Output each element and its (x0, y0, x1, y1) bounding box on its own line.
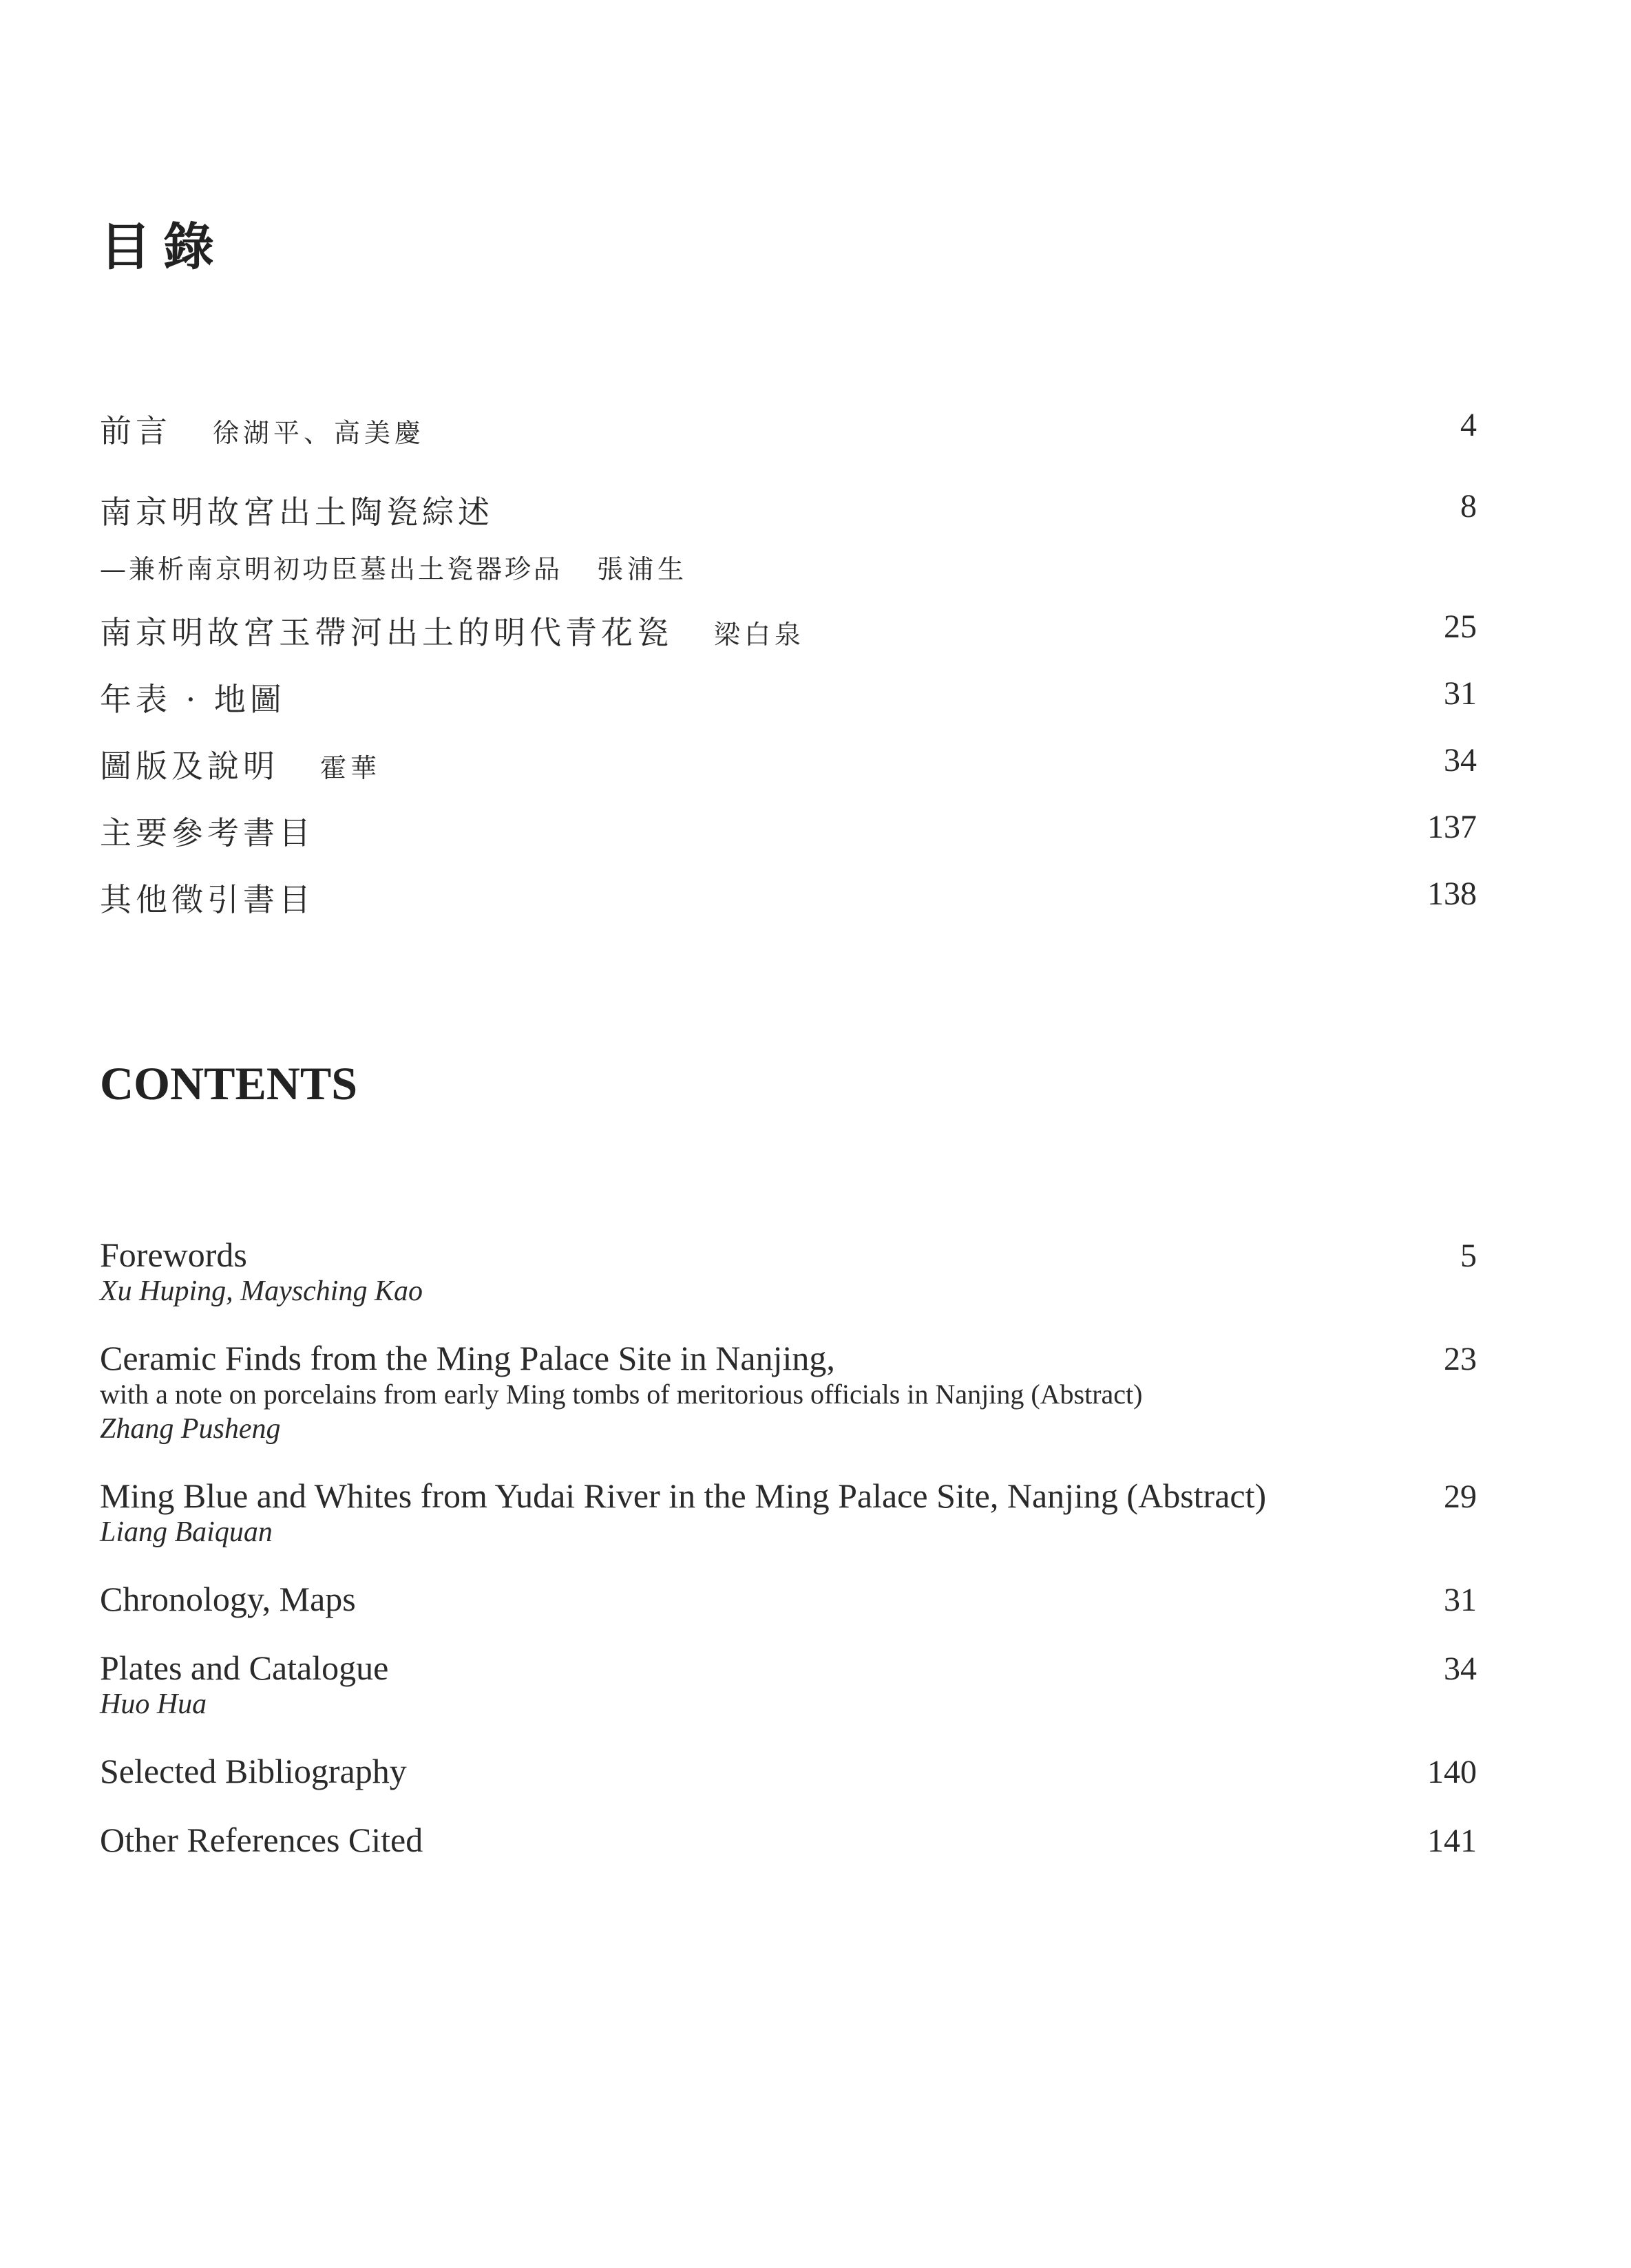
zh-entry-author: 霍華 (320, 753, 381, 783)
en-entry-page: 140 (1427, 1754, 1477, 1790)
en-entry-title: Other References Cited (100, 1821, 423, 1859)
en-entry-page: 141 (1427, 1823, 1477, 1859)
en-entry-title: Chronology, Maps (100, 1580, 356, 1618)
zh-contents-heading: 目錄 (100, 218, 227, 277)
zh-entry-page: 4 (1460, 407, 1477, 443)
zh-entry-title: 其他徵引書目 (100, 881, 315, 918)
zh-entry-title: 前言 (100, 412, 171, 449)
zh-entry-page: 31 (1444, 675, 1477, 712)
en-toc-entry-ceramic-finds[interactable] (100, 1339, 1477, 1446)
en-entry-page: 31 (1444, 1582, 1477, 1618)
en-entry-title: Ceramic Finds from the Ming Palace Site in Nanjing, (100, 1339, 835, 1377)
en-toc-entry-blue-whites[interactable] (100, 1476, 1477, 1549)
en-toc-entry-chronology[interactable] (100, 1580, 1477, 1618)
zh-entry-author: 梁白泉 (714, 619, 806, 650)
en-contents-heading: CONTENTS (100, 1057, 358, 1110)
zh-entry-subtitle-line (100, 548, 1477, 586)
zh-entry-author: 徐湖平、高美慶 (213, 418, 425, 448)
zh-entry-title: 南京明故宮出土陶瓷綜述 (100, 494, 494, 531)
zh-entry-page: 138 (1427, 876, 1477, 912)
zh-entry-subtitle: —兼析南京明初功臣墓出土瓷器珍品 (100, 554, 563, 584)
zh-toc-entry-blue-white[interactable] (100, 608, 1477, 653)
en-toc-entry-bibliography[interactable] (100, 1752, 1477, 1790)
en-entry-title: Forewords (100, 1236, 247, 1274)
en-toc-entry-other-references[interactable] (100, 1821, 1477, 1859)
en-entry-subtitle: with a note on porcelains from early Ming tombs of meritorious officials in Nanjing (Abstract) (100, 1379, 1143, 1410)
zh-toc-entry-plates[interactable] (100, 741, 1477, 787)
zh-toc-entry-ceramic-finds[interactable] (100, 487, 1477, 586)
en-entry-page: 5 (1460, 1238, 1477, 1274)
en-entry-title: Plates and Catalogue (100, 1649, 389, 1687)
en-entry-page: 34 (1444, 1651, 1477, 1687)
zh-toc-entry-bibliography[interactable] (100, 808, 1477, 854)
zh-entry-title: 南京明故宮玉帶河出土的明代青花瓷 (100, 614, 673, 651)
en-entry-author: Zhang Pusheng (100, 1413, 281, 1445)
zh-toc-entry-chronology[interactable] (100, 675, 1477, 720)
zh-entry-page: 25 (1444, 608, 1477, 645)
en-entry-page: 29 (1444, 1479, 1477, 1515)
zh-entry-title: 年表 · 地圖 (100, 681, 286, 718)
en-entry-title: Selected Bibliography (100, 1752, 407, 1790)
zh-toc-entry-foreword[interactable] (100, 406, 1477, 452)
en-entry-author: Xu Huping, Maysching Kao (100, 1275, 423, 1307)
zh-entry-title: 圖版及說明 (100, 748, 279, 785)
en-entry-author: Huo Hua (100, 1688, 207, 1720)
en-entry-page: 23 (1444, 1341, 1477, 1377)
en-toc-entry-forewords[interactable] (100, 1236, 1477, 1308)
zh-toc-entry-other-references[interactable] (100, 875, 1477, 920)
zh-entry-page: 8 (1460, 488, 1477, 524)
en-toc-entry-plates[interactable] (100, 1649, 1477, 1721)
zh-entry-author: 張浦生 (597, 554, 688, 584)
zh-entry-title: 主要參考書目 (100, 814, 315, 851)
zh-entry-page: 137 (1427, 809, 1477, 845)
en-entry-title: Ming Blue and Whites from Yudai River in the Ming Palace Site, Nanjing (Abstract) (100, 1476, 1267, 1515)
zh-entry-page: 34 (1444, 742, 1477, 778)
en-entry-author: Liang Baiquan (100, 1516, 273, 1548)
